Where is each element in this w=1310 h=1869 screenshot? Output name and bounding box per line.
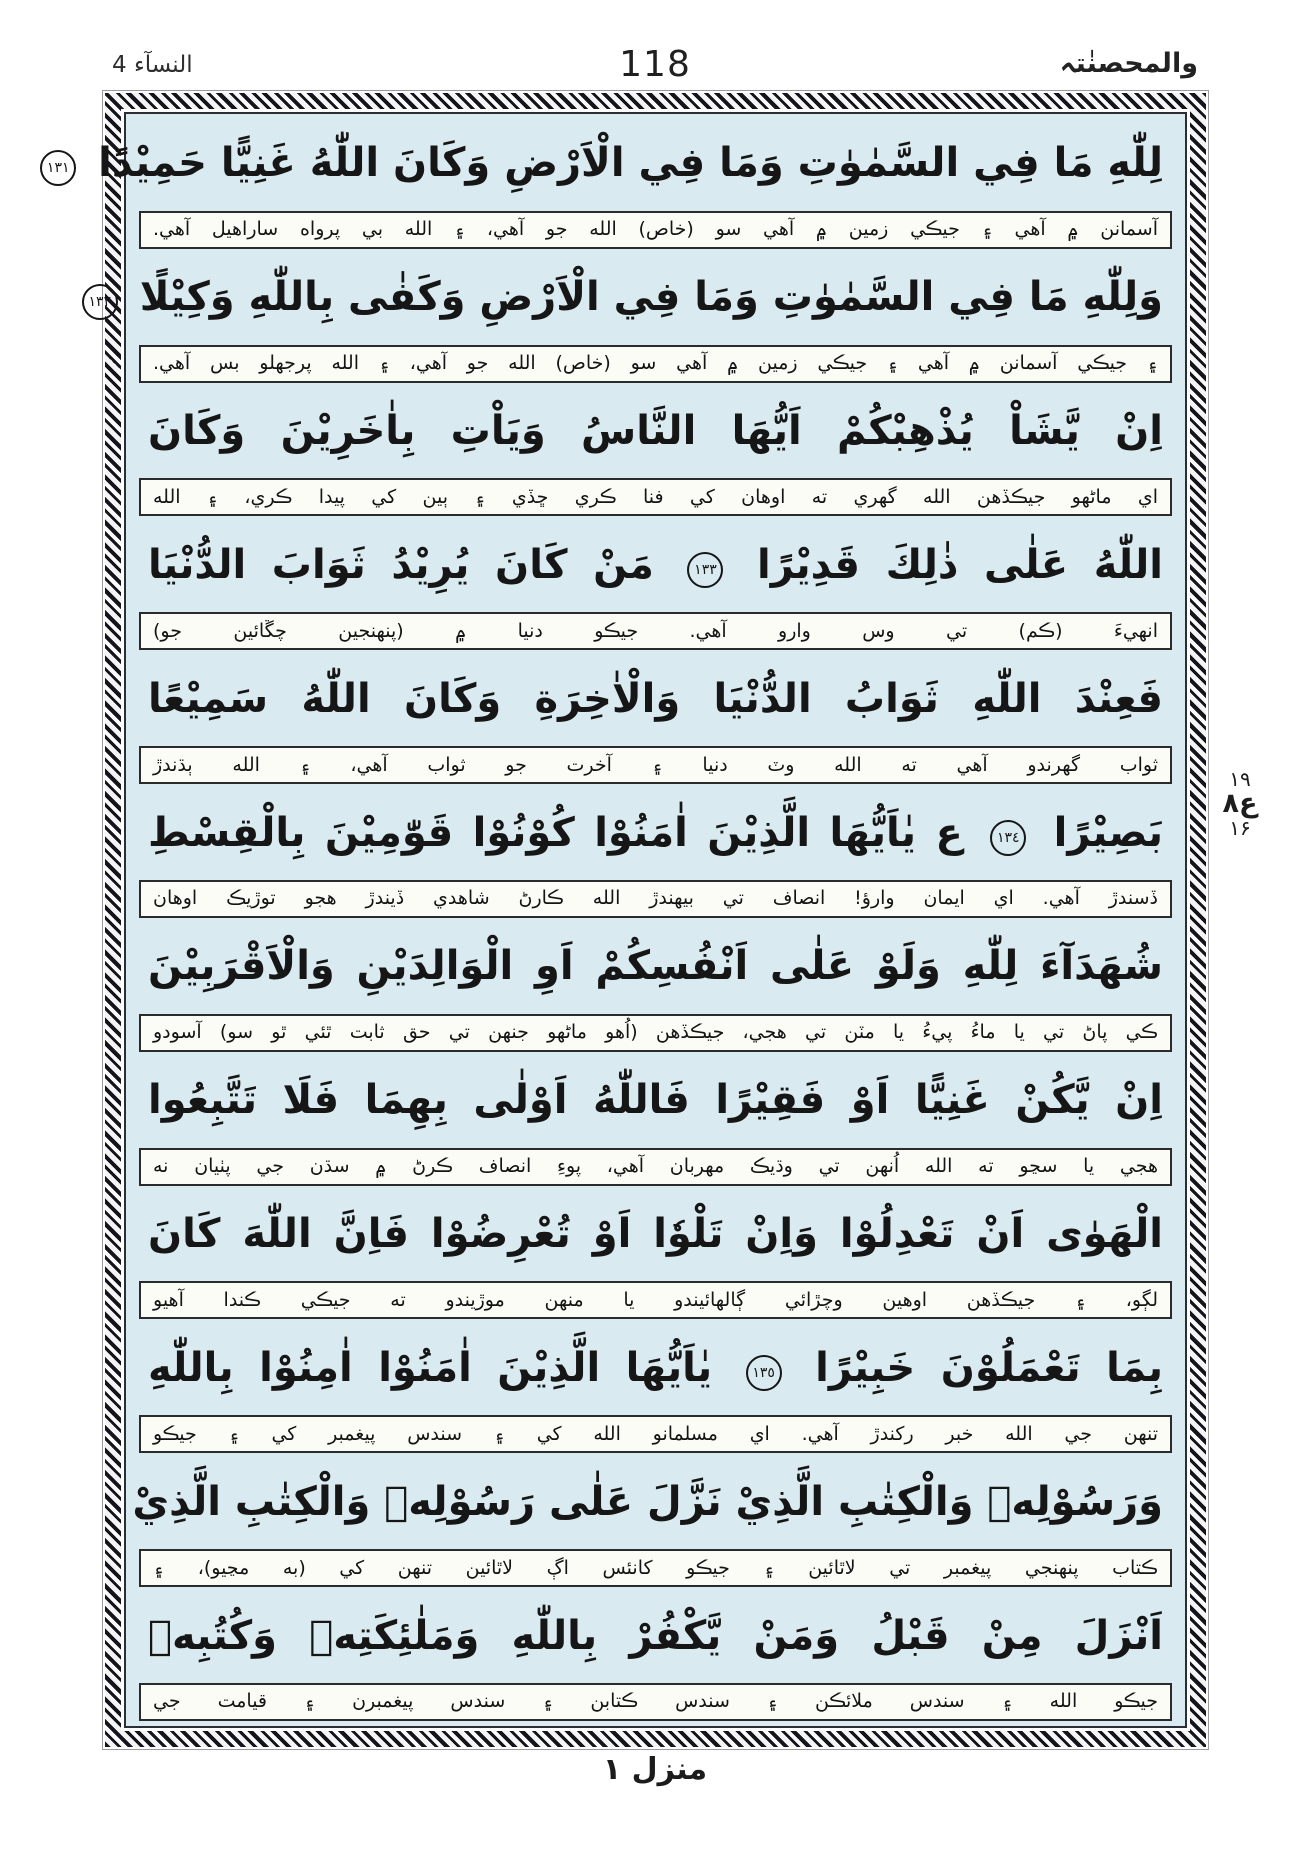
page-number: 118 (619, 44, 691, 85)
quran-verse-line (88, 251, 1181, 345)
translation-box (139, 746, 1172, 784)
quran-verse-line (130, 1589, 1181, 1683)
verse-translation-rows (46, 114, 1185, 1726)
ruku-marker (1212, 768, 1268, 839)
translation-text: اي ماڻهو جيڪڏهن الله گهري ته اوهان کي فنا ڪري ڇڏي ۽ ٻين کي پيدا ڪري، ۽ الله (153, 485, 1158, 508)
translation-text: هجي يا سڃو ته الله اُنهن تي وڌيڪ مهربان آهي، پوءِ انصاف ڪرڻ ۾ سڌن جي پٺيان نه (153, 1155, 1158, 1178)
translation-box (139, 345, 1172, 383)
quran-verse-line (130, 920, 1181, 1014)
ayah-number-circle: ١٣٤ (990, 820, 1026, 856)
arabic-verse-text: اَنْزَلَ مِنْ قَبْلُ وَمَنْ يَّكْفُرْ بِاللّٰهِ وَمَلٰئِكَتِهٖ وَكُتُبِهٖ (148, 1612, 1163, 1659)
ayah-number-circle: ١٣٢ (82, 284, 118, 320)
translation-box (139, 1415, 1172, 1453)
translation-box (139, 1281, 1172, 1319)
translation-text: انهيءَ (ڪم) تي وس وارو آهي. جيڪو دنيا ۾ (پنهنجين چڱائين جو) (153, 619, 1158, 642)
juz-name-label: والمحصنٰتہ (1059, 48, 1198, 79)
arabic-verse-text: الْهَوٰى اَنْ تَعْدِلُوْا وَاِنْ تَلْوٗا اَوْ تُعْرِضُوْا فَاِنَّ اللّٰهَ كَانَ (148, 1211, 1163, 1258)
arabic-verse-text: بَصِيْرًا ١٣٤ ع يٰاَيُّهَا الَّذِيْنَ اٰمَنُوْا كُوْنُوْا قَوّٰمِيْنَ بِالْقِسْطِ (148, 809, 1164, 856)
translation-text: ڪتاب پنهنجي پيغمبر تي لاٿائين ۽ جيڪو کانئس اڳ لاٿائين تنهن کي (به مڃيو)، ۽ (153, 1556, 1158, 1579)
content-area (46, 112, 1187, 1728)
ayah-number-circle: ١٣١ (40, 150, 76, 186)
arabic-verse-text: شُهَدَآءَ لِلّٰهِ وَلَوْ عَلٰى اَنْفُسِكُمْ اَوِ الْوَالِدَيْنِ وَالْاَقْرَبِيْنَ (148, 943, 1163, 990)
arabic-verse-text: لِلّٰهِ مَا فِي السَّمٰوٰتِ وَمَا فِي الْاَرْضِ وَكَانَ اللّٰهُ غَنِيًّا حَمِيْدًا ١٣١ (130, 141, 1181, 186)
ayah-number-circle: ١٣٥ (746, 1355, 782, 1391)
translation-box (139, 612, 1172, 650)
translation-box (139, 1014, 1172, 1052)
translation-box (139, 1549, 1172, 1587)
arabic-verse-text: وَلِلّٰهِ مَا فِي السَّمٰوٰتِ وَمَا فِي الْاَرْضِ وَكَفٰى بِاللّٰهِ وَكِيْلًا ١٣٢ (130, 275, 1181, 320)
quran-verse-line (130, 385, 1181, 479)
translation-text: آسمانن ۾ آهي ۽ جيڪي زمين ۾ آهي سو (خاص) الله جو آهي، ۽ الله بي پرواه ساراهيل آهي. (153, 218, 1158, 241)
translation-text: لڳو، ۽ جيڪڏهن اوهين وچڙائي ڳالهائيندو يا منهن موڙيندو ته جيڪي ڪندا آهيو (153, 1288, 1158, 1311)
translation-box (139, 1683, 1172, 1721)
translation-box (139, 880, 1172, 918)
quran-verse-line (130, 652, 1181, 746)
surah-name-label: النسآء 4 (112, 52, 193, 78)
arabic-verse-text: فَعِنْدَ اللّٰهِ ثَوَابُ الدُّنْيَا وَالْاٰخِرَةِ وَكَانَ اللّٰهُ سَمِيْعًا (148, 675, 1163, 722)
ruku-marker-top: ۱۹ (1229, 767, 1251, 791)
quran-verse-line (130, 1455, 1181, 1549)
translation-text: ڏسندڙ آهي. اي ايمان وارؤ! انصاف تي بيهندڙ الله ڪارڻ شاهدي ڏيندڙ هجو توڙيڪ اوهان (153, 887, 1158, 910)
translation-text: جيڪو الله ۽ سندس ملائڪن ۽ سندس ڪتابن ۽ سندس پيغمبرن ۽ قيامت جي (153, 1690, 1158, 1713)
quran-verse-line (130, 518, 1181, 612)
quran-verse-line (130, 1188, 1181, 1282)
arabic-verse-text: اِنْ يَّشَاْ يُذْهِبْكُمْ اَيُّهَا النَّاسُ وَيَاْتِ بِاٰخَرِيْنَ وَكَانَ (148, 408, 1163, 455)
arabic-verse-text: وَرَسُوْلِهٖ وَالْكِتٰبِ الَّذِيْ نَزَّلَ عَلٰى رَسُوْلِهٖ وَالْكِتٰبِ الَّذِيْ (132, 1478, 1163, 1525)
translation-box (139, 1148, 1172, 1186)
translation-text: تنهن جي الله خبر رکندڙ آهي. اي مسلمانو الله کي ۽ سندس پيغمبر کي ۽ جيڪو (153, 1422, 1158, 1445)
translation-text: ثواب گهرندو آهي ته الله وٽ دنيا ۽ آخرت جو ثواب آهي، ۽ الله ٻڌندڙ (153, 753, 1158, 776)
quran-verse-line (130, 786, 1181, 880)
manzil-label: منزل ١ (602, 1752, 708, 1787)
quran-verse-line (130, 1321, 1181, 1415)
translation-box (139, 478, 1172, 516)
translation-box (139, 211, 1172, 249)
translation-text: ڪي پاڻ تي يا ماءُ پيءُ يا مٽن تي هجي، جيڪڏهن (اُهو ماڻهو جنهن تي حق ثابت ٿئي ٿو سو) آسودو (153, 1021, 1158, 1044)
ruku-marker-ain: ع۸ (1222, 788, 1258, 819)
quran-verse-line (130, 1054, 1181, 1148)
translation-text: ۽ جيڪي آسمانن ۾ آهي ۽ جيڪي زمين ۾ آهي سو (خاص) الله جو آهي، ۽ الله پرجهلو بس آهي. (153, 352, 1158, 375)
arabic-verse-text: اللّٰهُ عَلٰى ذٰلِكَ قَدِيْرًا ١٣٣ مَنْ كَانَ يُرِيْدُ ثَوَابَ الدُّنْيَا (148, 541, 1164, 588)
quran-verse-line (46, 117, 1181, 211)
ruku-marker-bottom: ۱۶ (1229, 816, 1251, 840)
ayah-number-circle: ١٣٣ (687, 552, 723, 588)
arabic-verse-text: بِمَا تَعْمَلُوْنَ خَبِيْرًا ١٣٥ يٰاَيُّهَا الَّذِيْنَ اٰمَنُوْا اٰمِنُوْا بِاللّٰهِ (148, 1344, 1164, 1391)
arabic-verse-text: اِنْ يَّكُنْ غَنِيًّا اَوْ فَقِيْرًا فَاللّٰهُ اَوْلٰى بِهِمَا فَلَا تَتَّبِعُوا (148, 1077, 1163, 1124)
decorative-chain-border (46, 93, 1206, 1747)
